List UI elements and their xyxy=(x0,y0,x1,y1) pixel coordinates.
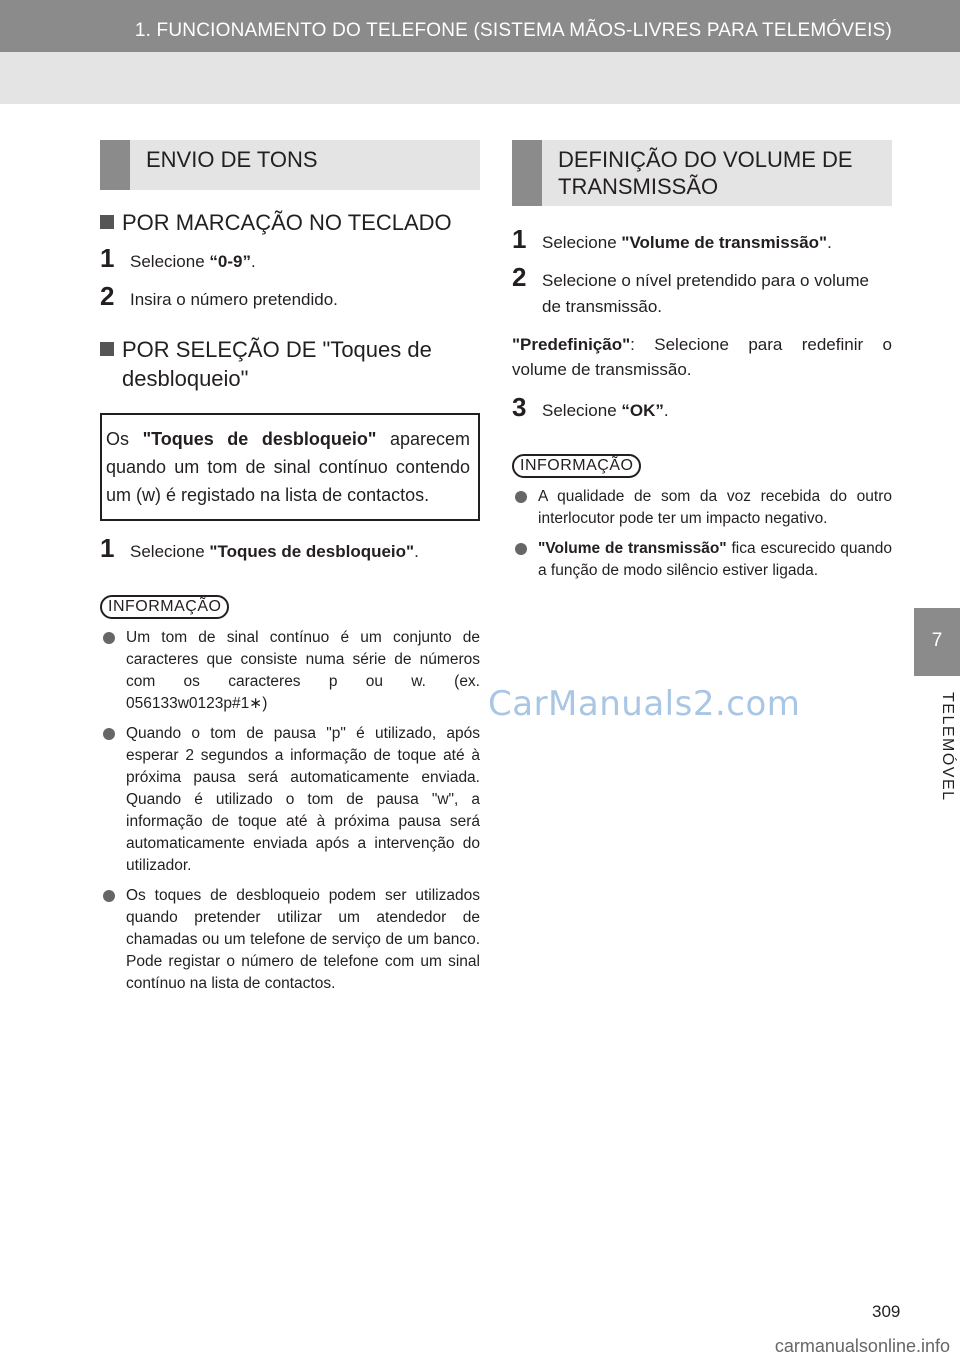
step-number: 2 xyxy=(512,262,527,292)
bullet-dot-icon xyxy=(103,632,115,644)
info-label-right: INFORMAÇÃO xyxy=(512,454,641,478)
info-item xyxy=(100,723,480,877)
note-text: Os xyxy=(106,429,143,449)
chapter-side-label: TELEMÓVEL xyxy=(939,692,956,802)
header-bar xyxy=(0,0,960,52)
bullet-dot-icon xyxy=(515,491,527,503)
note-text-end: aparecem quando um tom de sinal contínuo contendo um (w) é registado na lista de contactos. xyxy=(106,429,470,505)
info-item xyxy=(100,885,480,995)
step-text-end: . xyxy=(663,401,669,420)
step-text: Selecione xyxy=(130,252,210,271)
step-number: 1 xyxy=(512,224,527,254)
default-note xyxy=(512,332,892,382)
step-1-volume xyxy=(512,224,892,256)
step-number: 2 xyxy=(100,281,115,311)
footer-watermark: carmanualsonline.info xyxy=(774,1336,950,1356)
chapter-tab: 7 xyxy=(914,608,960,676)
info-item-option: "Volume de transmissão" xyxy=(538,540,727,557)
step-text: Selecione xyxy=(542,233,622,252)
note-box xyxy=(100,413,480,521)
section-title-envio-de-tons: ENVIO DE TONS xyxy=(100,140,480,190)
step-1-toques xyxy=(100,533,480,565)
step-option: “OK” xyxy=(621,401,664,420)
section-title-volume: DEFINIÇÃO DO VOLUME DE TRANSMISSÃO xyxy=(512,140,892,206)
step-text: Selecione xyxy=(130,542,210,561)
subsection-toques-label: POR SELEÇÃO DE "Toques de desbloqueio" xyxy=(122,337,432,391)
default-option: "Predefinição" xyxy=(512,335,631,354)
info-item-text: A qualidade de som da voz recebida do outro interlocutor pode ter um impacto negativo. xyxy=(538,488,892,527)
info-label-left: INFORMAÇÃO xyxy=(100,595,229,619)
info-item-text: Um tom de sinal contínuo é um conjunto de caracteres que consiste numa série de números com os caracteres p ou w. (ex. 056133w0123p#1∗) xyxy=(126,629,480,712)
square-bullet-icon xyxy=(100,215,114,229)
step-2-volume xyxy=(512,262,892,320)
right-column xyxy=(512,140,892,582)
info-item xyxy=(512,486,892,530)
bullet-dot-icon xyxy=(103,890,115,902)
subsection-teclado-label: POR MARCAÇÃO NO TECLADO xyxy=(122,210,452,235)
step-text-end: . xyxy=(827,233,832,252)
step-text: Insira o número pretendido. xyxy=(130,290,338,309)
step-option: "Volume de transmissão" xyxy=(621,233,828,252)
header-band xyxy=(0,52,960,104)
note-option: "Toques de desbloqueio" xyxy=(142,429,377,449)
info-item-text: Quando o tom de pausa "p" é utilizado, após esperar 2 segundos a informação de toque até à próxima pausa será automaticamente enviada. Quando é utilizado o tom de pausa "w", a informação de toque até à próxima pausa será automaticamente enviada após a intervenção do utilizador. xyxy=(126,725,480,874)
page-number: 309 xyxy=(872,1302,901,1321)
info-item xyxy=(100,627,480,715)
step-number: 1 xyxy=(100,533,115,563)
step-number: 3 xyxy=(512,392,527,422)
bullet-dot-icon xyxy=(103,728,115,740)
step-3-volume xyxy=(512,392,892,424)
info-item xyxy=(512,538,892,582)
step-text: Selecione xyxy=(542,401,622,420)
subsection-teclado xyxy=(100,208,480,237)
step-text-end: . xyxy=(250,252,256,271)
info-item-text: Os toques de desbloqueio podem ser utilizados quando pretender utilizar um atendedor de chamadas ou um telefone de serviço de um banco. Pode registar o número de telefone com um sinal contínuo na lista de contactos. xyxy=(126,887,480,992)
bullet-dot-icon xyxy=(515,543,527,555)
square-bullet-icon xyxy=(100,342,114,356)
step-option: “0-9” xyxy=(209,252,251,271)
chapter-header-title: 1. FUNCIONAMENTO DO TELEFONE (SISTEMA MÃOS-LIVRES PARA TELEMÓVEIS) xyxy=(134,20,892,41)
left-column xyxy=(100,140,480,995)
subsection-toques xyxy=(100,335,480,393)
watermark: CarManuals2.com xyxy=(488,684,801,724)
step-option: "Toques de desbloqueio" xyxy=(209,542,415,561)
step-1-teclado xyxy=(100,243,480,275)
default-note-text: : Selecione para redefinir o volume de transmissão. xyxy=(512,335,892,379)
step-text: Selecione o nível pretendido para o volume de transmissão. xyxy=(542,271,869,316)
info-item-text: fica escurecido quando a função de modo silêncio estiver ligada. xyxy=(538,540,892,579)
step-2-teclado xyxy=(100,281,480,313)
step-number: 1 xyxy=(100,243,115,273)
step-text-end: . xyxy=(414,542,419,561)
